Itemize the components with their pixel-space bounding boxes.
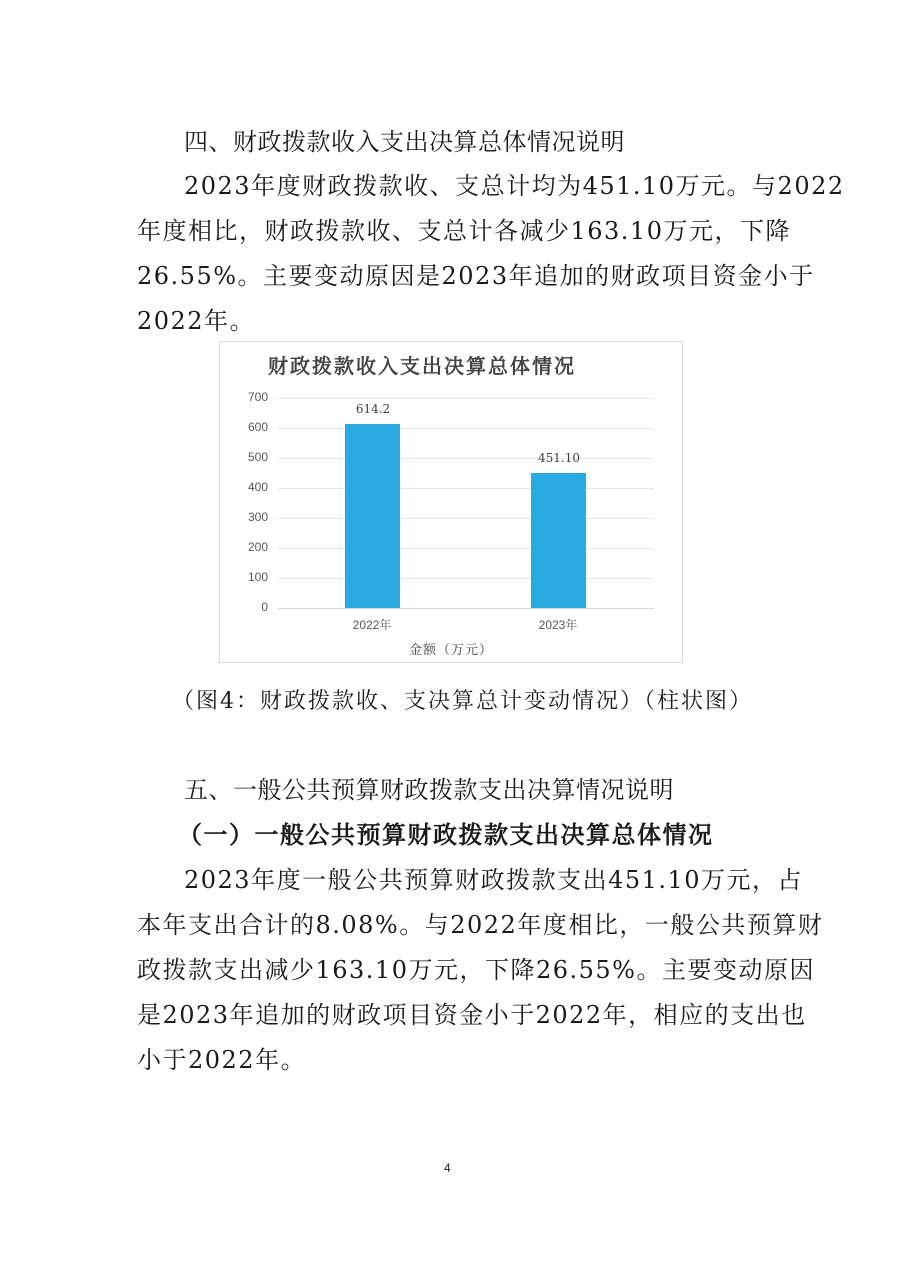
section5-para-line: 是2023年追加的财政项目资金小于2022年，相应的支出也: [137, 1001, 807, 1029]
gridline: [278, 548, 654, 549]
section5-para-line: 政拨款支出减少163.10万元，下降26.55%。主要变动原因: [137, 956, 815, 984]
y-tick: 0: [261, 600, 268, 614]
bar-2023: [531, 473, 586, 608]
y-tick: 600: [247, 420, 268, 434]
y-tick: 500: [247, 450, 268, 464]
gridline: [278, 578, 654, 579]
y-tick: 100: [247, 570, 268, 584]
y-tick: 200: [247, 540, 268, 554]
gridline: [278, 488, 654, 489]
y-tick: 400: [247, 480, 268, 494]
bar-2022: [345, 424, 400, 608]
section4-heading: 四、财政拨款收入支出决算总体情况说明: [184, 128, 625, 156]
section5-subheading: （一）一般公共预算财政拨款支出决算总体情况: [178, 821, 714, 849]
section5-para-line: 本年支出合计的8.08%。与2022年度相比，一般公共预算财: [137, 911, 824, 939]
section5-para-line: 小于2022年。: [137, 1046, 307, 1074]
gridline: [278, 428, 654, 429]
x-axis-title: 金额（万元）: [408, 643, 493, 658]
section4-para-line: 2023年度财政拨款收、支总计均为451.10万元。与2022: [184, 172, 845, 200]
y-tick: 300: [247, 510, 268, 524]
bar-chart: [219, 341, 683, 663]
x-axis-line: [278, 608, 654, 609]
gridline: [278, 398, 654, 399]
data-label-2023: 451.10: [538, 450, 580, 465]
section5-heading: 五、一般公共预算财政拨款支出决算情况说明: [184, 776, 674, 804]
y-tick: 700: [247, 390, 268, 404]
page-number: 4: [444, 1161, 451, 1175]
section5-para-line: 2023年度一般公共预算财政拨款支出451.10万元，占: [184, 866, 804, 894]
chart-title: 财政拨款收入支出决算总体情况: [268, 354, 576, 378]
x-tick-2023: 2023年: [538, 618, 578, 632]
section4-para-line: 26.55%。主要变动原因是2023年追加的财政项目资金小于: [137, 262, 815, 290]
gridline: [278, 518, 654, 519]
data-label-2022: 614.2: [355, 401, 391, 416]
section4-para-line: 年度相比，财政拨款收、支总计各减少163.10万元，下降: [137, 217, 791, 245]
x-tick-2022: 2022年: [352, 618, 392, 632]
section4-para-line: 2022年。: [137, 307, 256, 335]
figure-caption: （图4：财政拨款收、支决算总计变动情况）（柱状图）: [172, 689, 753, 714]
